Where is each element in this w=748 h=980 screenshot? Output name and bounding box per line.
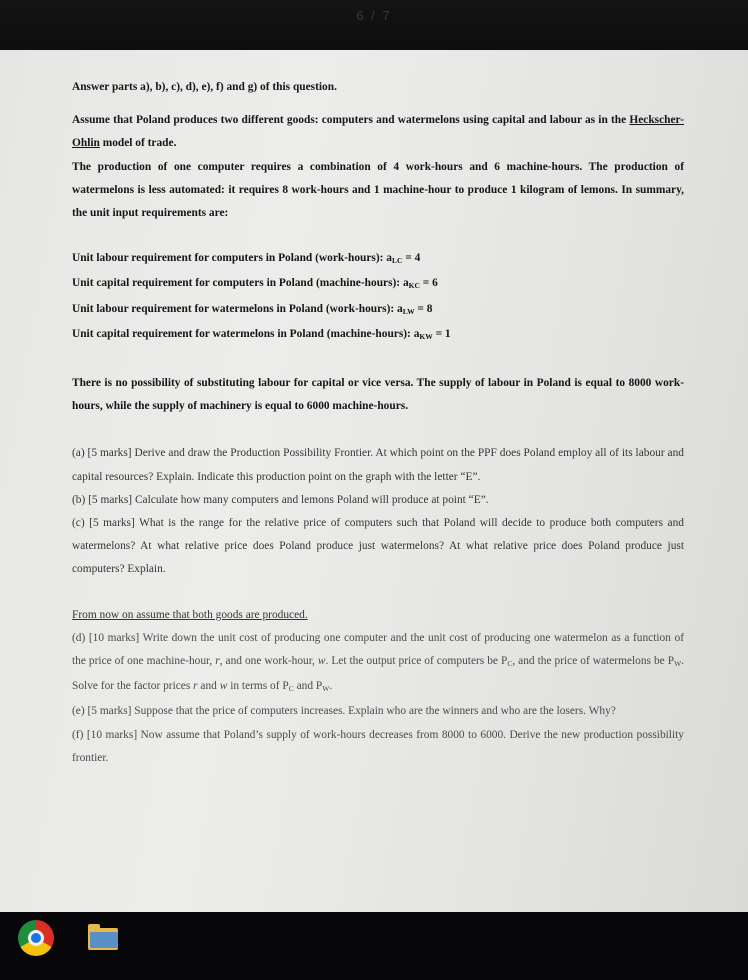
taskbar: [0, 912, 748, 980]
requirement-line: Unit labour requirement for computers in Poland (work-hours): $a_{LC} = 4$: [72, 252, 421, 266]
document-content: [72, 76, 684, 770]
viewer-toolbar: [0, 0, 748, 50]
question-heading: Answer parts a), b), c), d), e), f) and g) of this question.: [72, 81, 337, 93]
chrome-icon[interactable]: [18, 920, 54, 956]
file-explorer-icon[interactable]: [86, 920, 122, 956]
requirement-line: Unit capital requirement for watermelons in Poland (machine-hours): $a_{KW} = 1$: [72, 327, 451, 341]
question-c: (c) [5 marks] What is the range for the relative price of computers such that Poland will decide to produce both computers and watermelons? At what relative price does Poland produce just watermelons? At what relative price does Poland produce just computers? Explain.: [72, 517, 684, 576]
assumption-note: From now on assume that both goods are produced.: [72, 608, 308, 621]
question-d: (d) [10 marks] Write down the unit cost of producing one computer and the unit cost of producing one watermelon as a function of the price of one machine-hour, r, and one work-hour, w. Let the output price of computers be $P_C$, and the price of watermelons be $P_W$. Solve for the factor prices r and w in terms of $P_C$ and $P_W$.: [72, 631, 685, 694]
question-f: (f) [10 marks] Now assume that Poland’s supply of work-hours decreases from 8000 to 6000. Derive the new production possibility frontier.: [72, 728, 684, 764]
production-paragraph: The production of one computer requires a combination of 4 work-hours and 6 machine-hours. The production of watermelons is less automated: it requires 8 work-hours and 1 machine-hour to produce 1 kilogram of lemons. In summary, the unit input requirements are:: [72, 160, 684, 220]
requirement-line: Unit capital requirement for computers in Poland (machine-hours): $a_{KC} = 6$: [72, 277, 438, 291]
requirement-line: Unit labour requirement for watermelons in Poland (work-hours): $a_{LW} = 8$: [72, 302, 433, 316]
question-b: (b) [5 marks] Calculate how many computers and lemons Poland will produce at point “E”.: [72, 493, 489, 506]
question-a: (a) [5 marks] Derive and draw the Production Possibility Frontier. At which point on the PPF does Poland employ all of its labour and capital resources? Explain. Indicate this production point on the graph with the letter “E”.: [72, 447, 684, 483]
intro-paragraph: Assume that Poland produces two different goods: computers and watermelons using capital and labour as in the Heckscher-Ohlin model of trade.: [72, 114, 684, 150]
supply-paragraph: There is no possibility of substituting labour for capital or vice versa. The supply of labour in Poland is equal to 8000 work-hours, while the supply of machinery is equal to 6000 machine-hours.: [72, 377, 684, 413]
document-page: [0, 50, 748, 912]
question-e: (e) [5 marks] Suppose that the price of computers increases. Explain who are the winners and who are the losers. Why?: [72, 705, 616, 718]
heckscher-ohlin-link: Heckscher-Ohlin: [72, 114, 684, 150]
page-counter: 6 / 7: [356, 8, 392, 23]
